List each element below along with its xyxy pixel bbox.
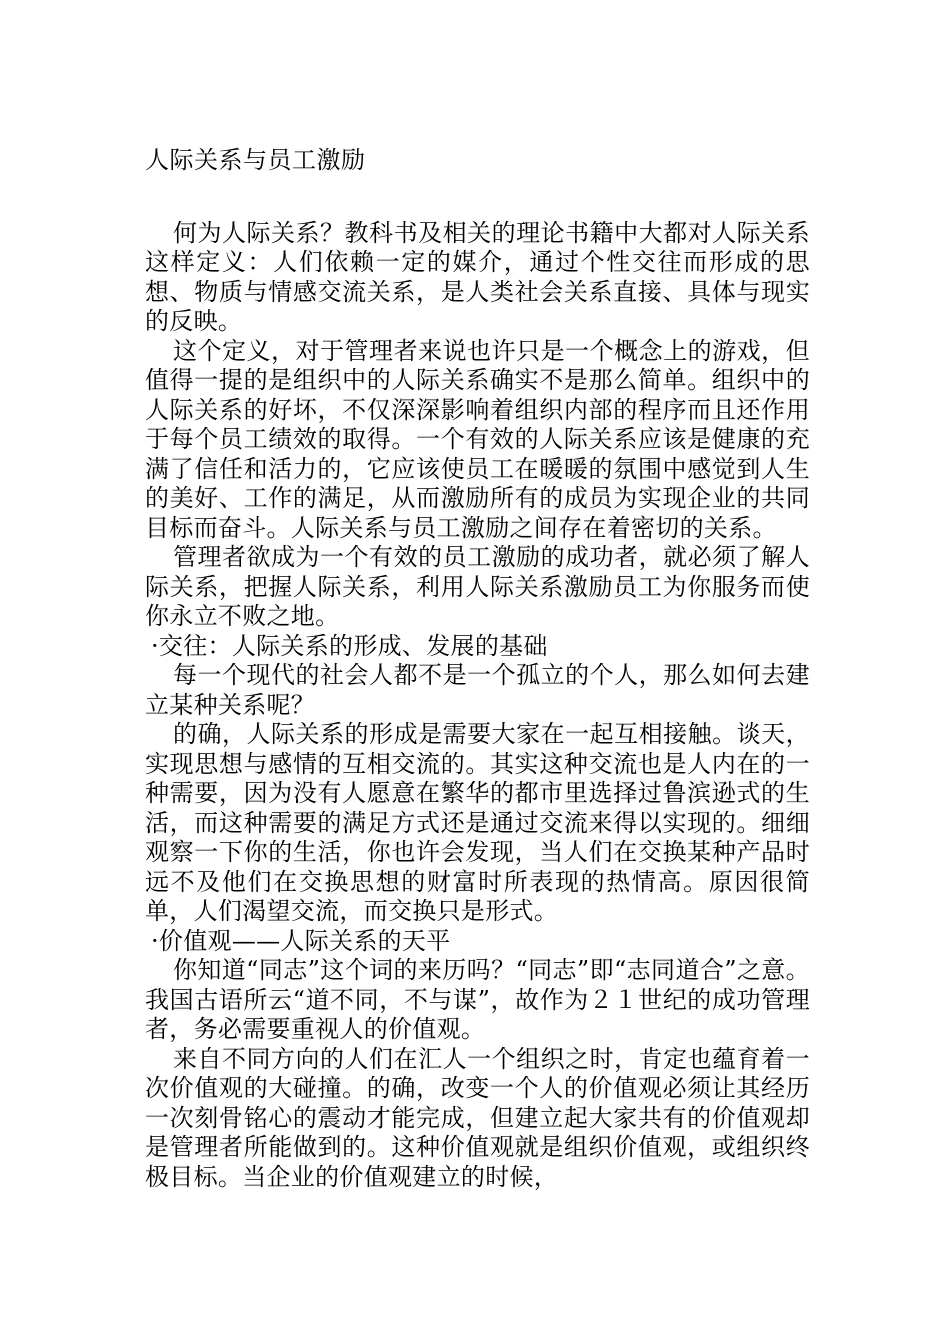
paragraph-social-person: 每一个现代的社会人都不是一个孤立的个人，那么如何去建立某种关系呢？ [145, 661, 810, 719]
document-title: 人际关系与员工激励 [145, 146, 366, 174]
section-heading-communication: ·交往：人际关系的形成、发展的基础 [151, 631, 548, 660]
section-heading-values: ·价值观——人际关系的天平 [151, 926, 451, 955]
paragraph-value-collision: 来自不同方向的人们在汇人一个组织之时，肯定也蕴育着一次价值观的大碰撞。的确，改变一个人的价值观必须让其经历一次刻骨铭心的震动才能完成，但建立起大家共有的价值观却是管理者所能做到的。这种价值观就是组织价值观，或组织终极目标。当企业的价值观建立的时候， [145, 1044, 810, 1191]
paragraph-manager: 管理者欲成为一个有效的员工激励的成功者，就必须了解人际关系，把握人际关系，利用人际关系激励员工为你服务而使你永立不败之地。 [145, 543, 810, 630]
document-body [145, 146, 810, 1192]
paragraph-importance: 这个定义，对于管理者来说也许只是一个概念上的游戏，但值得一提的是组织中的人际关系确实不是那么简单。组织中的人际关系的好坏，不仅深深影响着组织内部的程序而且还作用于每个员工绩效的取得。一个有效的人际关系应该是健康的充满了信任和活力的，它应该使员工在暖暖的氛围中感觉到人生的美好、工作的满足，从而激励所有的成员为实现企业的共同目标而奋斗。人际关系与员工激励之间存在着密切的关系。 [145, 336, 810, 542]
paragraph-comrade: 你知道“同志”这个词的来历吗？“同志”即“志同道合”之意。我国古语所云“道不同，不与谋”，故作为２１世纪的成功管理者，务必需要重视人的价值观。 [145, 956, 810, 1043]
paragraph-exchange: 的确，人际关系的形成是需要大家在一起互相接触。谈天，实现思想与感情的互相交流的。其实这种交流也是人内在的一种需要，因为没有人愿意在繁华的都市里选择过鲁滨逊式的生活，而这种需要的满足方式还是通过交流来得以实现的。细细观察一下你的生活，你也许会发现，当人们在交换某种产品时远不及他们在交换思想的财富时所表现的热情高。原因很简单，人们渴望交流，而交换只是形式。 [145, 720, 810, 925]
paragraph-definition: 何为人际关系？教科书及相关的理论书籍中大都对人际关系这样定义：人们依赖一定的媒介，通过个性交往而形成的思想、物质与情感交流关系，是人类社会关系直接、具体与现实的反映。 [145, 218, 810, 335]
